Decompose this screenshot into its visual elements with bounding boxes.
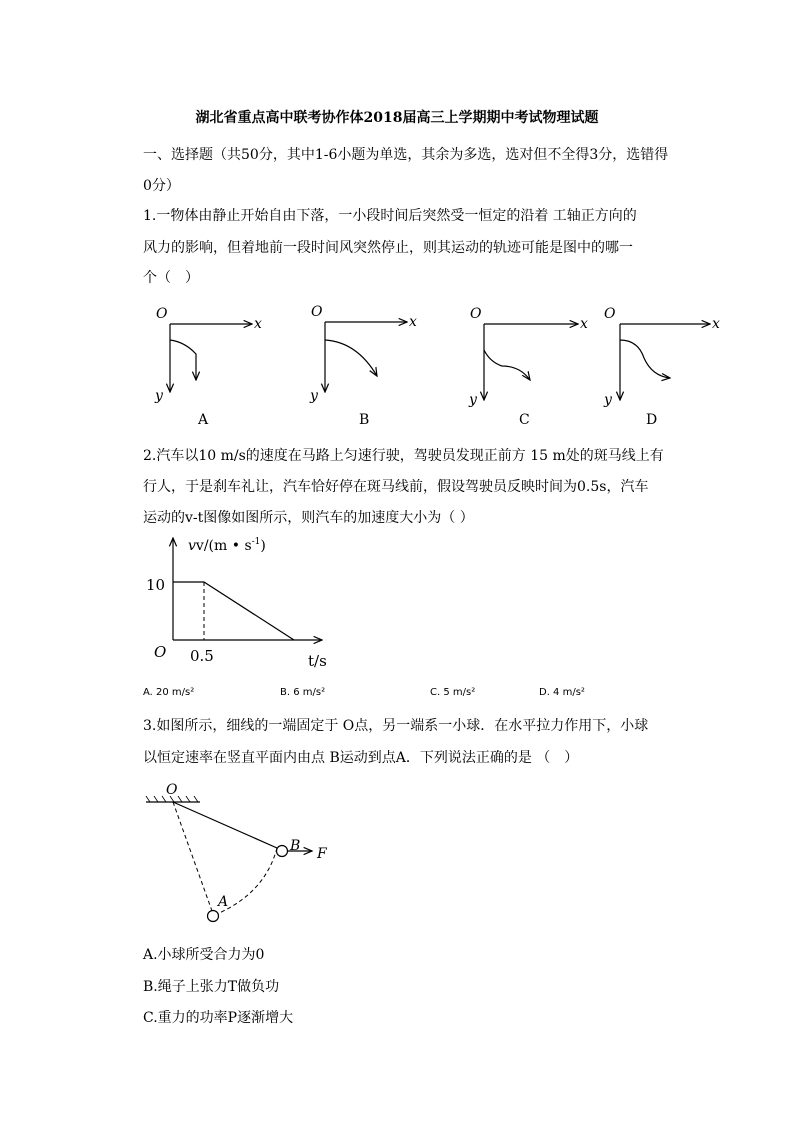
figure-a-x-label: x <box>254 316 262 332</box>
point-o-label: O <box>166 782 178 798</box>
ball-a <box>208 911 219 922</box>
figure-c-x-label: x <box>580 316 588 332</box>
figure-d-label: D <box>646 412 658 428</box>
figure-a <box>154 306 262 428</box>
figure-b-y-label: y <box>310 388 318 404</box>
figure-d-origin: O <box>604 306 616 322</box>
figure-c <box>468 306 588 428</box>
question-3-pendulum-figure <box>140 778 350 928</box>
question-2-vt-graph <box>140 530 340 675</box>
figure-b-origin: O <box>311 304 323 320</box>
v-axis-label-text: v/(m • s <box>195 538 252 554</box>
figure-b-label: B <box>359 412 370 428</box>
point-b-label: B <box>290 838 301 854</box>
v-axis-label-end: ) <box>260 538 266 554</box>
figure-d <box>603 306 720 428</box>
question-1-line2: 风力的影响，但着地前一段时间风突然停止，则其运动的轨迹可能是图中的哪一 <box>143 240 633 256</box>
question-1-line1: 1.一物体由静止开始自由下落，一小段时间后突然受一恒定的沿着 工轴正方向的 <box>143 208 637 224</box>
velocity-line <box>173 582 294 640</box>
dashed-radius <box>173 802 212 911</box>
figure-a-origin: O <box>156 306 168 322</box>
figure-c-label: C <box>519 412 530 428</box>
question-3-line1: 3.如图所示，细线的一端固定于 O点，另一端系一小球．在水平拉力作用下，小球 <box>143 718 649 734</box>
figure-c-y-label: y <box>469 392 477 408</box>
figure-b-x-label: x <box>409 314 417 330</box>
section-heading-line2: 0分） <box>143 178 180 194</box>
point-a-label: A <box>218 894 229 910</box>
figure-d-x-label: x <box>712 316 720 332</box>
string <box>173 802 277 848</box>
figure-b <box>309 304 417 428</box>
question-2-line1: 2.汽车以10 m/s的速度在马路上匀速行驶，驾驶员发现正前方 15 m处的斑马线上有 <box>143 448 664 464</box>
question-1-figures <box>140 300 730 435</box>
t-axis-label <box>308 652 327 670</box>
question-3-option-c: C.重力的功率P逐渐增大 <box>143 1010 294 1026</box>
graph-origin: O <box>154 643 167 661</box>
question-2-option-b: B. 6 m/s² <box>280 687 326 698</box>
t-axis-label-text: t/s <box>308 652 327 670</box>
ball-b <box>277 846 288 857</box>
question-2-option-d: D. 4 m/s² <box>539 687 585 698</box>
figure-d-y-label: y <box>604 392 612 408</box>
section-heading-line1: 一、选择题（共50分，其中1-6小题为单选，其余为多选，选对但不全得3分，选错得 <box>143 147 669 163</box>
v-tick-10: 10 <box>146 576 166 594</box>
v-axis-label-sup: -1 <box>251 537 261 547</box>
question-2-line2: 行人，于是刹车礼让，汽车恰好停在斑马线前，假设驾驶员反映时间为0.5s，汽车 <box>143 479 649 495</box>
question-2-line3: 运动的v-t图像如图所示，则汽车的加速度大小为（ ） <box>143 510 474 526</box>
question-3-option-a: A.小球所受合力为0 <box>143 947 265 963</box>
v-axis-label: vv/(m • $s^{-1}$) <box>188 537 266 554</box>
figure-a-label: A <box>198 412 209 428</box>
question-3-line2: 以恒定速率在竖直平面内由点 B运动到点A．下列说法正确的是 （ ） <box>143 750 579 766</box>
figure-c-origin: O <box>470 306 482 322</box>
question-1-line3: 个（ ） <box>143 270 199 286</box>
force-f-label: F <box>317 846 327 862</box>
page-title: 湖北省重点高中联考协作体2018届高三上学期期中考试物理试题 <box>195 110 599 126</box>
t-tick-0-5: 0.5 <box>190 647 214 665</box>
question-2-option-c: C. 5 m/s² <box>430 687 476 698</box>
question-2-option-a: A. 20 m/s² <box>143 687 195 698</box>
question-3-option-b: B.绳子上张力T做负功 <box>143 979 280 995</box>
figure-a-y-label: y <box>155 388 163 404</box>
